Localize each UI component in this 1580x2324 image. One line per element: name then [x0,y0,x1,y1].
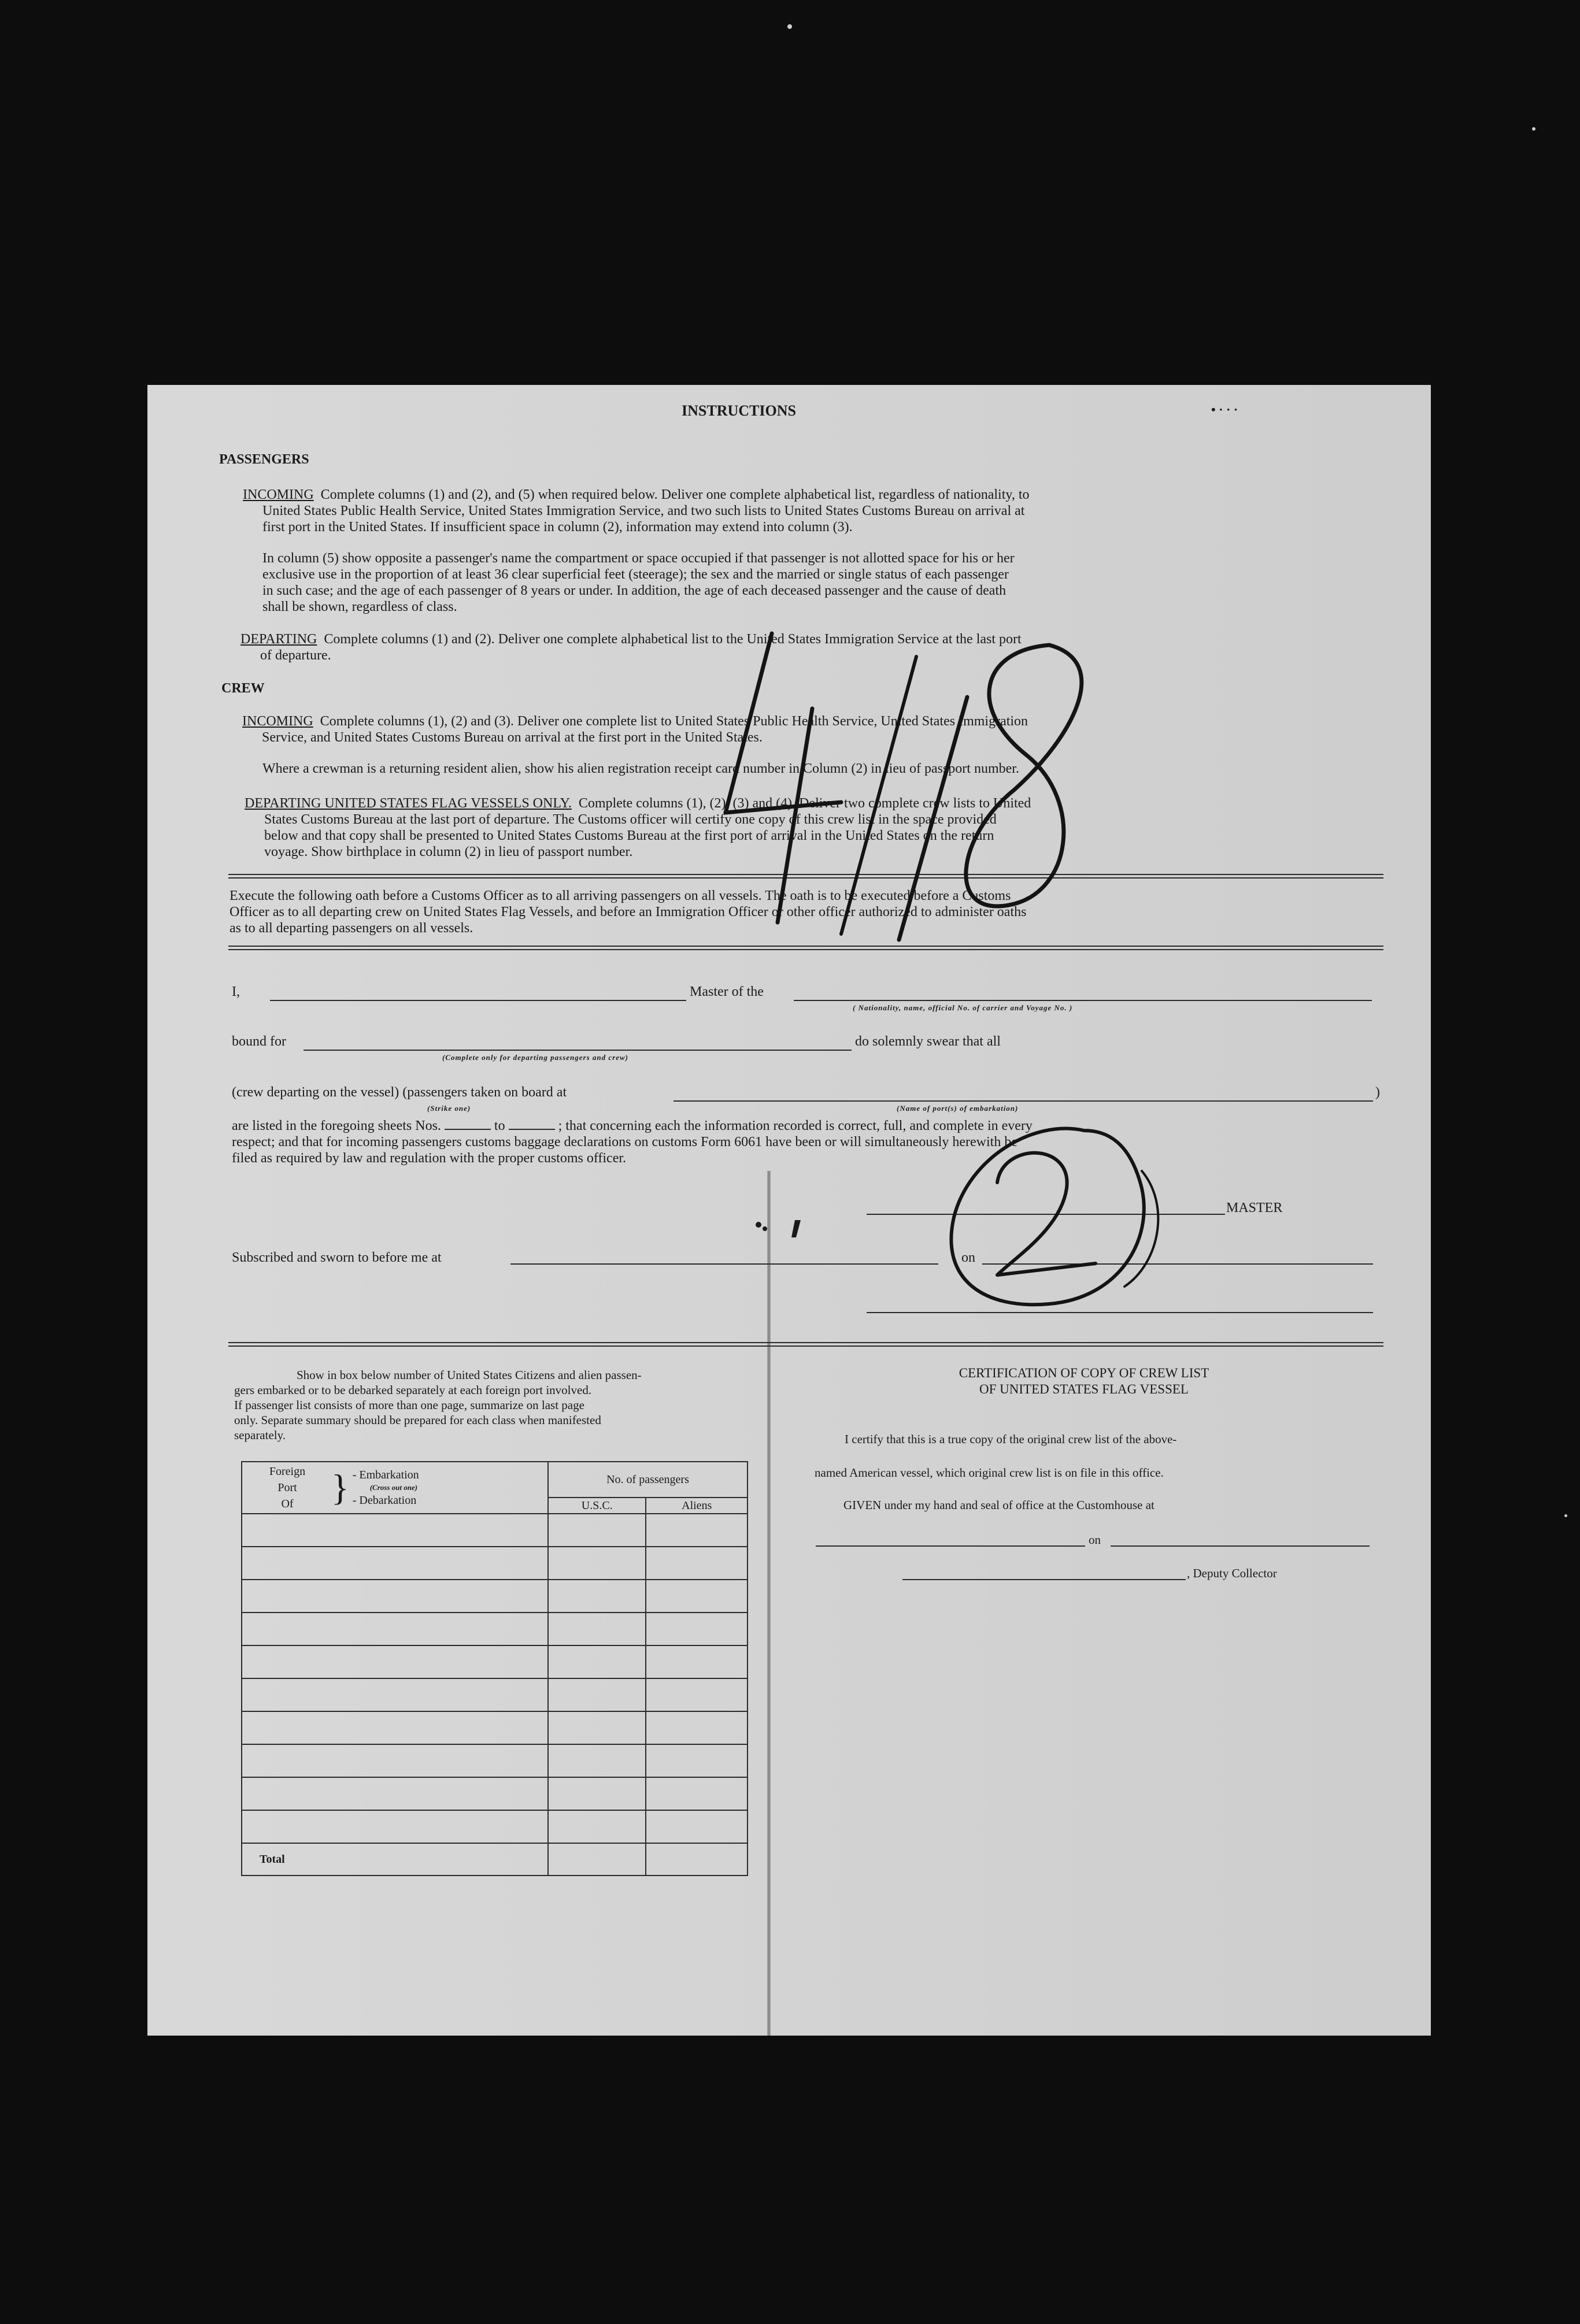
passengers-incoming-line-2: United States Public Health Service, United States Immigration Service, and two such lists to United States Customs Bureau on arrival at [262,503,1025,518]
master-label: MASTER [1226,1200,1283,1215]
nationality-note: ( Nationality, name, official No. of carrier and Voyage No. ) [853,1003,1073,1012]
column5-line-2: exclusive use in the proportion of at least 36 clear superficial feet (steerage); the sex and the married or single status of each passenger [262,567,1009,582]
crew-departing-label: (crew departing on the vessel) (passengers taken on board at [232,1085,567,1100]
total-label: Total [242,1843,548,1875]
certification-title-line-1: CERTIFICATION OF COPY OF CREW LIST [959,1366,1209,1380]
close-paren: ) [1375,1085,1380,1100]
given-line: GIVEN under my hand and seal of office at the Customhouse at [843,1498,1155,1512]
complete-only-note: (Complete only for departing passengers and crew) [442,1053,628,1062]
column5-line-1: In column (5) show opposite a passenger's name the compartment or space occupied if that passenger is not allotted space for his or her [262,551,1015,566]
column5-line-4: shall be shown, regardless of class. [262,599,457,614]
crew-flag-line-1: Complete columns (1), (2), (3) and (4). Deliver two complete crew lists to United [578,796,1031,811]
port-label: Port [277,1481,297,1494]
scan-dust [787,24,792,29]
oath-i-label: I, [232,984,240,999]
crew-alien-note: Where a crewman is a returning resident alien, show his alien registration receipt card number in Column (2) in lieu of passport number. [262,761,1019,776]
no-passengers-header: No. of passengers [548,1462,748,1498]
box-instruction-line-3: If passenger list consists of more than one page, summarize on last page [234,1398,584,1412]
master-of-label: Master of the [690,984,764,999]
passengers-departing-label: DEPARTING [240,632,317,647]
subscribed-label: Subscribed and sworn to before me at [232,1250,442,1265]
certify-line-2: named American vessel, which original crew list is on file in this office. [815,1466,1164,1480]
oath-instruction-line-1: Execute the following oath before a Customs Officer as to all arriving passengers on all vessels. The oath is to be executed before a Customs [230,888,1011,903]
sworn-on-label: on [961,1250,975,1265]
sheets-label: are listed in the foregoing sheets Nos. [232,1118,441,1133]
crew-incoming-line-1: Complete columns (1), (2) and (3). Deliver one complete list to United States Public Health Service, United States Immigration [320,714,1028,729]
box-instruction-line-1: Show in box below number of United States Citizens and alien passen- [297,1368,642,1382]
oath-instruction-line-2: Officer as to all departing crew on United States Flag Vessels, and before an Immigration Officer or other officer authorized to administer oaths [230,905,1027,920]
brace-icon: } [331,1467,349,1508]
foreign-label: Foreign [269,1465,306,1478]
passengers-departing-line-1: Complete columns (1) and (2). Deliver one complete alphabetical list to the United States Immigration Service at the last port [324,632,1022,647]
certification-on-label: on [1089,1533,1101,1547]
ports-note: (Name of port(s) of embarkation) [897,1104,1019,1113]
passengers-incoming-label: INCOMING [243,487,314,502]
crew-flag-line-3: below and that copy shall be presented to United States Customs Bureau at the first port of arrival in the United States on the return [264,828,994,843]
bound-for-label: bound for [232,1034,286,1049]
certification-title-line-2: OF UNITED STATES FLAG VESSEL [979,1382,1189,1396]
crew-flag-line-2: States Customs Bureau at the last port of departure. The Customs officer will certify one copy of this crew list in the space provided [264,812,997,827]
box-instruction-line-5: separately. [234,1428,286,1442]
deputy-collector-label: , Deputy Collector [1187,1566,1277,1580]
crew-incoming-line-2: Service, and United States Customs Bureau on arrival at the first port in the United States. [262,730,763,745]
box-instruction-line-4: only. Separate summary should be prepared for each class when manifested [234,1413,601,1427]
usc-header: U.S.C. [548,1498,646,1514]
scan-dust [1532,127,1535,131]
passengers-incoming-line-1: Complete columns (1) and (2), and (5) when required below. Deliver one complete alphabetical list, regardless of nationality, to [320,487,1030,502]
of-label: Of [281,1498,294,1510]
crew-incoming-label: INCOMING [242,714,313,729]
handwritten-annotation [147,385,1431,2036]
respect-line-1: respect; and that for incoming passengers customs baggage declarations on customs Form 6061 have been or will simultaneously herewith be [232,1135,1017,1150]
stray-marks: • · · · [1211,402,1238,417]
passengers-heading: PASSENGERS [219,452,309,467]
respect-line-2: filed as required by law and regulation with the proper customs officer. [232,1151,627,1166]
scan-dust [1564,1514,1567,1517]
column5-line-3: in such case; and the age of each passenger of 8 years or under. In addition, the age of each deceased passenger and the cause of death [262,583,1007,598]
embarkation-label: - Embarkation [352,1469,419,1481]
swear-label: do solemnly swear that all [855,1034,1001,1049]
to-label: to [494,1118,505,1133]
aliens-header: Aliens [646,1498,748,1514]
passengers-incoming-line-3: first port in the United States. If insufficient space in column (2), information may extend into column (3). [262,520,853,535]
strike-one-note: (Strike one) [427,1104,471,1113]
document-page [147,385,1431,2036]
crew-heading: CREW [221,681,265,696]
crew-flag-line-4: voyage. Show birthplace in column (2) in lieu of passport number. [264,844,633,859]
debarkation-label: - Debarkation [352,1494,417,1507]
concerning-text: ; that concerning each the information recorded is correct, full, and complete in every [558,1118,1033,1133]
passengers-departing-line-2: of departure. [260,648,331,663]
certify-line-1: I certify that this is a true copy of the original crew list of the above- [845,1432,1177,1446]
crew-flag-label: DEPARTING UNITED STATES FLAG VESSELS ONLY. [245,796,572,811]
cross-out-note: (Cross out one) [369,1483,418,1492]
box-instruction-line-2: gers embarked or to be debarked separately at each foreign port involved. [234,1383,592,1397]
oath-instruction-line-3: as to all departing passengers on all vessels. [230,921,473,936]
page-title: INSTRUCTIONS [682,402,796,419]
